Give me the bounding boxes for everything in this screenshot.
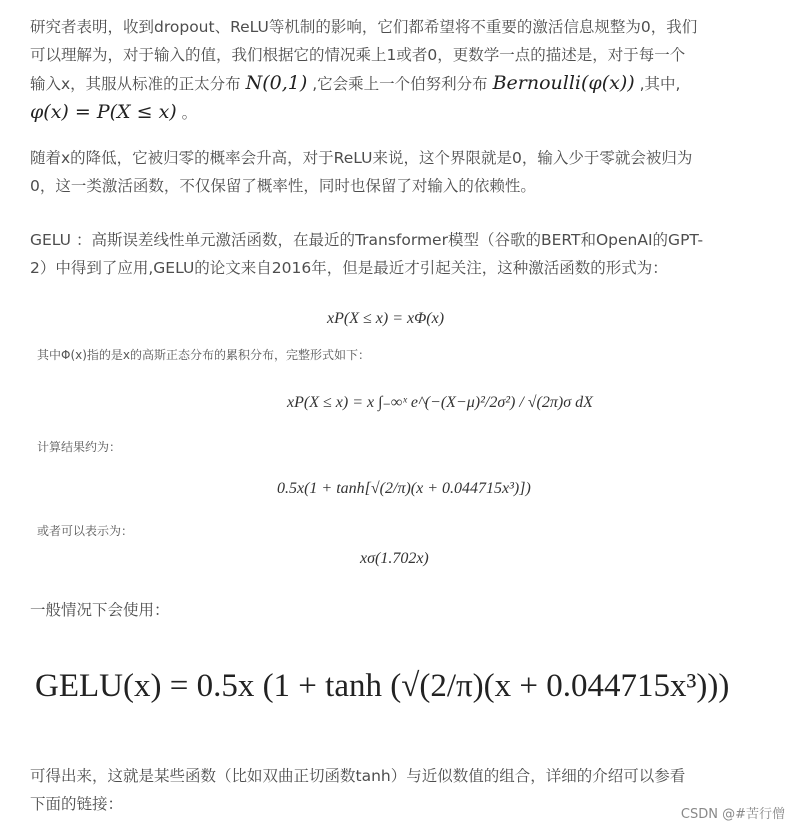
text-line: 可以理解为，对于输入的值，我们根据它的情况乘上1或者0，更数学一点的描述是，对于每一个 <box>30 46 686 64</box>
text: 。 <box>176 104 198 122</box>
paragraph-gelu <box>30 226 703 282</box>
math-normal: N(0,1) <box>245 72 308 94</box>
equation: xP(X ≤ x) = x ∫₋∞ˣ e^(−(X−μ)²/2σ²) / √(2π)σ dX <box>287 394 593 411</box>
math-phi: φ(x) = P(X ≤ x) <box>30 101 177 123</box>
paragraph-relu <box>30 144 692 200</box>
caption: 其中Φ(x)指的是x的高斯正态分布的累积分布，完整形式如下： <box>37 348 371 362</box>
text-line <box>30 69 697 98</box>
text-line: 0，这一类激活函数，不仅保留了概率性，同时也保留了对输入的依赖性。 <box>30 177 536 195</box>
paragraph-usage: 一般情况下会使用： <box>30 601 170 619</box>
gelu-formula: GELU(x) = 0.5x (1 + tanh (√(2/π)(x + 0.044715x³))) <box>35 668 730 704</box>
equation: 0.5x(1 + tanh[√(2/π)(x + 0.044715x³)]) <box>277 480 531 497</box>
text-line: 随着x的降低，它被归零的概率会升高，对于ReLU来说，这个界限就是0，输入少于零就会被归为 <box>30 149 693 167</box>
text: ,其中, <box>634 75 681 93</box>
text-line: 2）中得到了应用,GELU的论文来自2016年，但是最近才引起关注，这种激活函数的形式为： <box>30 259 668 277</box>
text-line: 研究者表明，收到dropout、ReLU等机制的影响，它们都希望将不重要的激活信息规整为0，我们 <box>30 18 698 36</box>
equation: xP(X ≤ x) = xΦ(x) <box>327 310 445 327</box>
math-bernoulli: Bernoulli(φ(x)) <box>492 72 635 94</box>
equation: xσ(1.702x) <box>360 550 429 567</box>
paragraph-conclusion <box>30 762 685 818</box>
text: ,它会乘上一个伯努利分布 <box>307 75 493 93</box>
formula-image <box>22 290 593 580</box>
caption: 或者可以表示为： <box>37 524 134 538</box>
caption: 计算结果约为： <box>37 440 122 454</box>
text: 输入x，其服从标准的正太分布 <box>30 75 246 93</box>
text-line: 可得出来，这就是某些函数（比如双曲正切函数tanh）与近似数值的组合，详细的介绍可以参看 <box>30 767 686 785</box>
text-line: 下面的链接： <box>30 795 124 813</box>
text-line <box>30 98 697 127</box>
watermark: CSDN @#苦行僧 <box>680 807 785 822</box>
text-line: GELU ：高斯误差线性单元激活函数，在最近的Transformer模型（谷歌的BERT和OpenAI的GPT- <box>30 231 704 249</box>
paragraph-intro <box>30 13 697 127</box>
